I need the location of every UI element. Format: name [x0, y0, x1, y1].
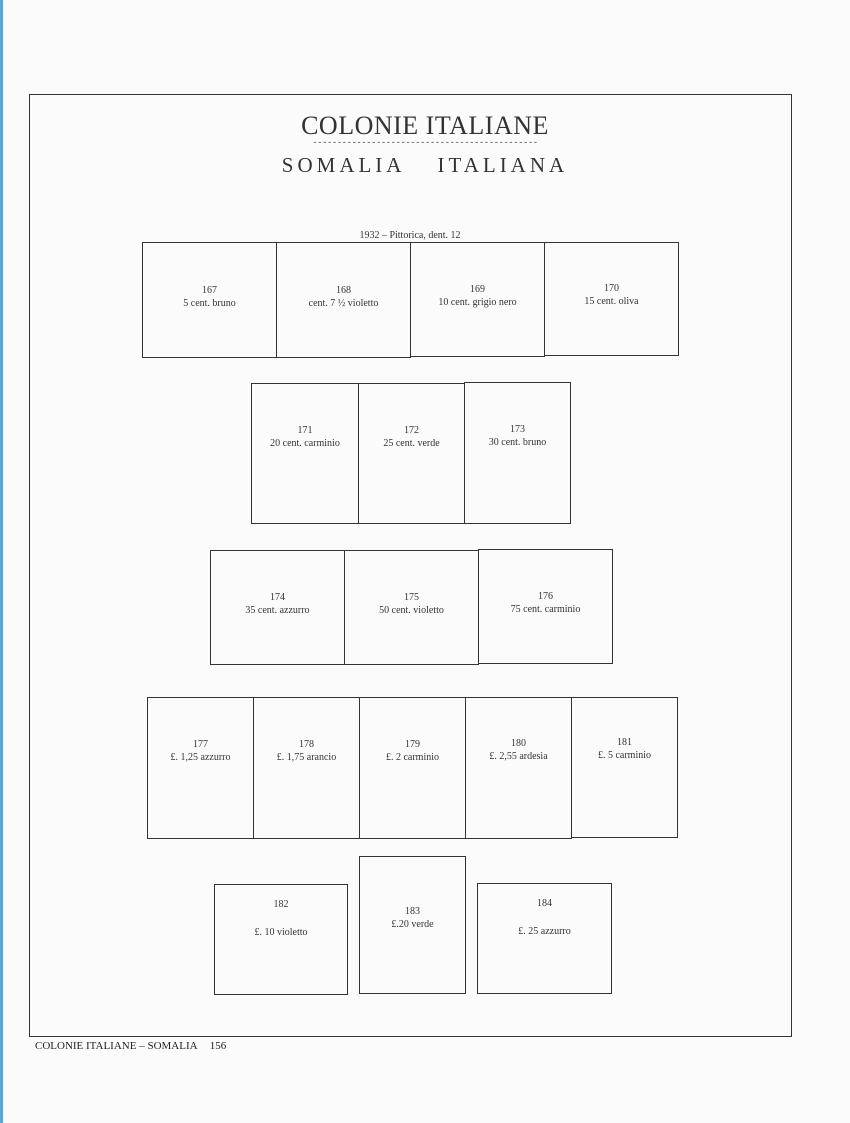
stamp-description: £. 5 carminio: [597, 750, 652, 761]
footer-label: COLONIE ITALIANE – SOMALIA: [35, 1040, 197, 1052]
stamp-space-178: [253, 697, 360, 839]
stamp-space-179: [359, 697, 466, 839]
stamp-space-174: [210, 550, 345, 665]
stamp-space-177: [147, 697, 254, 839]
stamp-number: 178: [299, 739, 314, 750]
stamp-number: 171: [297, 425, 313, 436]
stamp-number: 182: [273, 899, 289, 910]
stamp-description: 50 cent. violetto: [379, 605, 444, 616]
stamp-number: 168: [336, 285, 351, 296]
stamp-space-183: [359, 856, 466, 994]
stamp-number: 167: [202, 285, 217, 296]
stamp-space-169: [410, 242, 545, 357]
stamp-description: 5 cent. bruno: [183, 298, 236, 309]
page-footer: [35, 1040, 226, 1052]
stamp-description: 15 cent. oliva: [584, 296, 639, 307]
stamp-space-172: [358, 383, 465, 524]
stamp-space-171: [251, 383, 359, 524]
stamp-number: 181: [617, 737, 632, 748]
stamp-description: 35 cent. azzurro: [245, 605, 310, 616]
page-title: COLONIE ITALIANE: [301, 111, 549, 140]
stamp-number: 184: [537, 898, 552, 909]
stamp-description: £. 1,75 arancio: [276, 752, 337, 763]
stamp-space-170: [544, 242, 679, 356]
stamp-number: 175: [404, 592, 419, 603]
page-number: 156: [209, 1040, 227, 1052]
stamp-number: 179: [405, 739, 420, 750]
stamp-space-180: [465, 697, 572, 839]
stamp-space-175: [344, 550, 479, 665]
stamp-description: 30 cent. bruno: [488, 437, 547, 448]
title-divider: ----------------------------------------------: [312, 138, 538, 148]
stamp-space-168: [276, 242, 411, 358]
stamp-description: 75 cent. carminio: [510, 604, 581, 615]
page-subtitle: SOMALIA ITALIANA: [281, 153, 569, 177]
stamp-number: 169: [470, 284, 485, 295]
stamp-space-182: [214, 884, 348, 995]
stamp-number: 183: [405, 906, 420, 917]
stamp-space-181: [571, 697, 678, 838]
stamp-description: 10 cent. grigio nero: [438, 297, 517, 308]
stamp-space-173: [464, 382, 571, 524]
stamp-description: 20 cent. carminio: [270, 438, 340, 449]
stamp-number: 174: [270, 592, 285, 603]
stamp-description: £.20 verde: [391, 919, 434, 930]
stamp-number: 172: [404, 425, 419, 436]
stamp-description: £. 25 azzurro: [518, 926, 571, 937]
stamp-description: cent. 7 ½ violetto: [308, 298, 379, 309]
stamp-number: 176: [538, 591, 553, 602]
stamp-description: £. 1,25 azzurro: [170, 752, 231, 763]
stamp-space-176: [478, 549, 613, 664]
stamp-number: 170: [604, 283, 619, 294]
stamp-space-184: [477, 883, 612, 994]
stamp-number: 173: [510, 424, 525, 435]
stamp-description: £. 2,55 ardesia: [489, 751, 548, 762]
stamp-description: 25 cent. verde: [383, 438, 440, 449]
issue-heading: 1932 – Pittorica, dent. 12: [359, 230, 461, 241]
stamp-description: £. 10 violetto: [254, 927, 308, 938]
stamp-number: 180: [511, 738, 526, 749]
stamp-space-167: [142, 242, 277, 358]
stamp-number: 177: [193, 739, 208, 750]
stamp-description: £. 2 carminio: [385, 752, 440, 763]
